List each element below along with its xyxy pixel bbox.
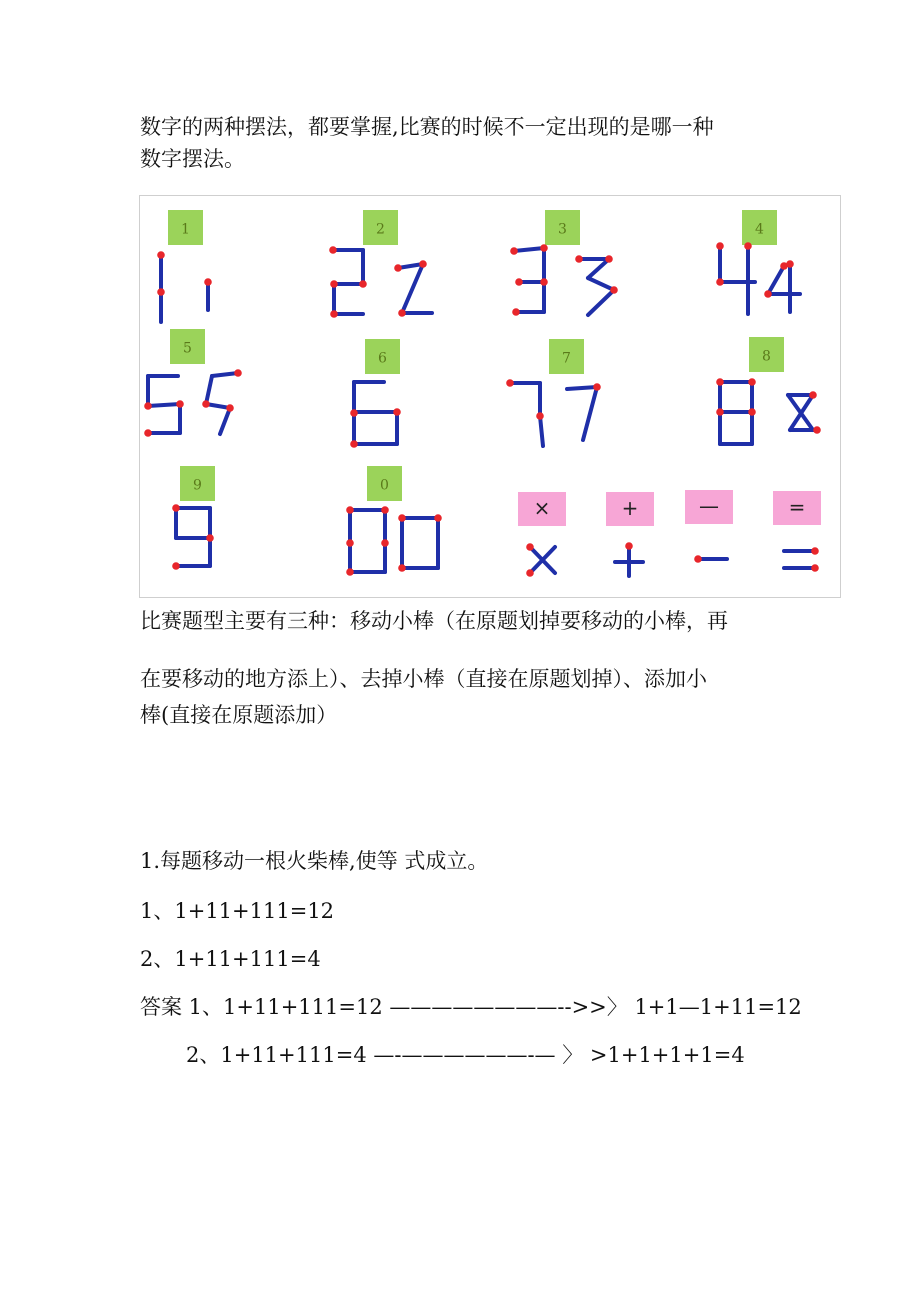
stick-head-times-0 [526, 543, 534, 551]
stick-head-zero-a-3 [381, 539, 389, 547]
question-2: 2、1+11+111=4 [140, 947, 321, 971]
stick-seven-b-1 [583, 387, 597, 440]
stick-head-four-a-2 [744, 242, 752, 250]
stick-three-a-0 [514, 248, 544, 251]
stick-head-zero-a-2 [346, 539, 354, 547]
stick-head-six-0 [350, 409, 358, 417]
number-tag-4 [742, 210, 777, 245]
number-tag-2 [363, 210, 398, 245]
stick-head-nine-1 [206, 534, 214, 542]
number-tag-5-label: 5 [183, 340, 192, 357]
stick-head-eight-b-0 [809, 391, 817, 399]
stick-head-four-a-0 [716, 242, 724, 250]
stick-head-zero-a-1 [381, 506, 389, 514]
number-tag-6-label: 6 [378, 350, 387, 367]
stick-head-eight-a-1 [748, 378, 756, 386]
stick-head-five-b-2 [226, 404, 234, 412]
stick-head-six-1 [393, 408, 401, 416]
stick-head-three-a-4 [512, 308, 520, 316]
stick-five-b-3 [220, 408, 230, 434]
operator-tag-2-label: — [699, 494, 719, 518]
stick-head-one-b-0 [204, 278, 212, 286]
stick-head-minus-0 [694, 555, 702, 563]
operator-tag-0-label: × [533, 496, 551, 520]
operator-tag-0 [518, 492, 566, 526]
stick-head-zero-b-1 [434, 514, 442, 522]
stick-head-five-a-1 [144, 429, 152, 437]
stick-head-one-a-1 [157, 288, 165, 296]
intro-line-1: 数字的两种摆法，都要掌握,比赛的时候不一定出现的是哪一种 [140, 115, 714, 139]
stick-head-equals-0 [811, 547, 819, 555]
stick-two-b-1 [402, 264, 423, 313]
number-tag-8 [749, 337, 784, 372]
question-1: 1、1+11+111=12 [140, 899, 335, 923]
stick-five-a-2 [148, 404, 180, 406]
number-tag-7-label: 7 [562, 350, 571, 367]
operator-tag-1 [606, 492, 654, 526]
number-tag-2-label: 2 [376, 221, 385, 238]
stick-head-two-a-2 [330, 280, 338, 288]
stick-head-two-a-1 [359, 280, 367, 288]
stick-head-nine-0 [172, 504, 180, 512]
operator-tag-3 [773, 491, 821, 525]
stick-three-b-2 [588, 278, 614, 290]
number-tag-3 [545, 210, 580, 245]
stick-head-three-b-0 [575, 255, 583, 263]
stick-head-plus-0 [625, 542, 633, 550]
stick-head-two-a-3 [330, 310, 338, 318]
stick-four-b-0 [768, 266, 784, 294]
stick-head-three-b-1 [605, 255, 613, 263]
stick-head-times-1 [526, 569, 534, 577]
number-tag-1-label: 1 [181, 221, 190, 238]
types-line-3: 棒(直接在原题添加） [140, 703, 338, 727]
stick-head-zero-b-2 [398, 564, 406, 572]
stick-head-four-b-2 [764, 290, 772, 298]
stick-head-zero-b-0 [398, 514, 406, 522]
number-tag-4-label: 4 [755, 221, 764, 238]
stick-head-eight-a-0 [716, 378, 724, 386]
stick-head-five-a-2 [144, 402, 152, 410]
stick-five-b-1 [206, 376, 212, 404]
number-tag-6 [365, 339, 400, 374]
number-tag-8-label: 8 [762, 348, 771, 365]
number-tag-5 [170, 329, 205, 364]
operator-tag-3-label: = [788, 495, 806, 519]
stick-head-two-a-0 [329, 246, 337, 254]
stick-head-eight-b-1 [813, 426, 821, 434]
stick-head-eight-a-3 [748, 408, 756, 416]
stick-head-five-b-0 [234, 369, 242, 377]
stick-five-b-0 [212, 373, 238, 376]
stick-head-five-b-1 [202, 400, 210, 408]
stick-head-four-b-1 [786, 260, 794, 268]
stick-head-four-a-1 [716, 278, 724, 286]
stick-head-three-b-2 [610, 286, 618, 294]
stick-head-nine-2 [172, 562, 180, 570]
operator-tag-2 [685, 490, 733, 524]
stick-head-eight-a-2 [716, 408, 724, 416]
exercise-heading: 1.每题移动一根火柴棒,使等 式成立。 [140, 849, 489, 873]
number-tag-0-label: 0 [380, 477, 389, 494]
number-tag-1 [168, 210, 203, 245]
stick-head-zero-a-4 [346, 568, 354, 576]
types-line-1: 比赛题型主要有三种：移动小棒（在原题划掉要移动的小棒，再 [140, 609, 728, 633]
stick-head-three-a-3 [540, 278, 548, 286]
stick-head-seven-a-1 [536, 412, 544, 420]
stick-head-seven-a-0 [506, 379, 514, 387]
stick-head-three-a-1 [540, 244, 548, 252]
number-tag-0 [367, 466, 402, 501]
stick-head-seven-b-0 [593, 383, 601, 391]
stick-three-b-3 [588, 290, 614, 315]
stick-three-b-1 [588, 259, 609, 278]
stick-head-five-a-0 [176, 400, 184, 408]
stick-head-three-a-0 [510, 247, 518, 255]
answer-1: 答案 1、1+11+111=12 ————————-->>〉 1+1—1+11=12 [140, 995, 802, 1019]
stick-seven-a-2 [540, 416, 543, 446]
stick-head-two-b-1 [394, 264, 402, 272]
number-tag-3-label: 3 [558, 221, 567, 238]
answer-2: 2、1+11+111=4 —-——————-— 〉 >1+1+1+1=4 [186, 1043, 745, 1067]
stick-head-one-a-0 [157, 251, 165, 259]
matchstick-digits-figure [139, 195, 841, 598]
stick-head-two-b-0 [419, 260, 427, 268]
stick-head-two-b-2 [398, 309, 406, 317]
stick-head-three-a-2 [515, 278, 523, 286]
number-tag-7 [549, 339, 584, 374]
stick-seven-b-0 [567, 387, 597, 389]
intro-line-2: 数字摆法。 [140, 147, 245, 171]
number-tag-9 [180, 466, 215, 501]
stick-head-six-2 [350, 440, 358, 448]
number-tag-9-label: 9 [193, 477, 202, 494]
stick-head-zero-a-0 [346, 506, 354, 514]
types-line-2: 在要移动的地方添上）、去掉小棒（直接在原题划掉）、添加小 [140, 667, 707, 691]
stick-head-equals-1 [811, 564, 819, 572]
operator-tag-1-label: + [621, 496, 639, 520]
